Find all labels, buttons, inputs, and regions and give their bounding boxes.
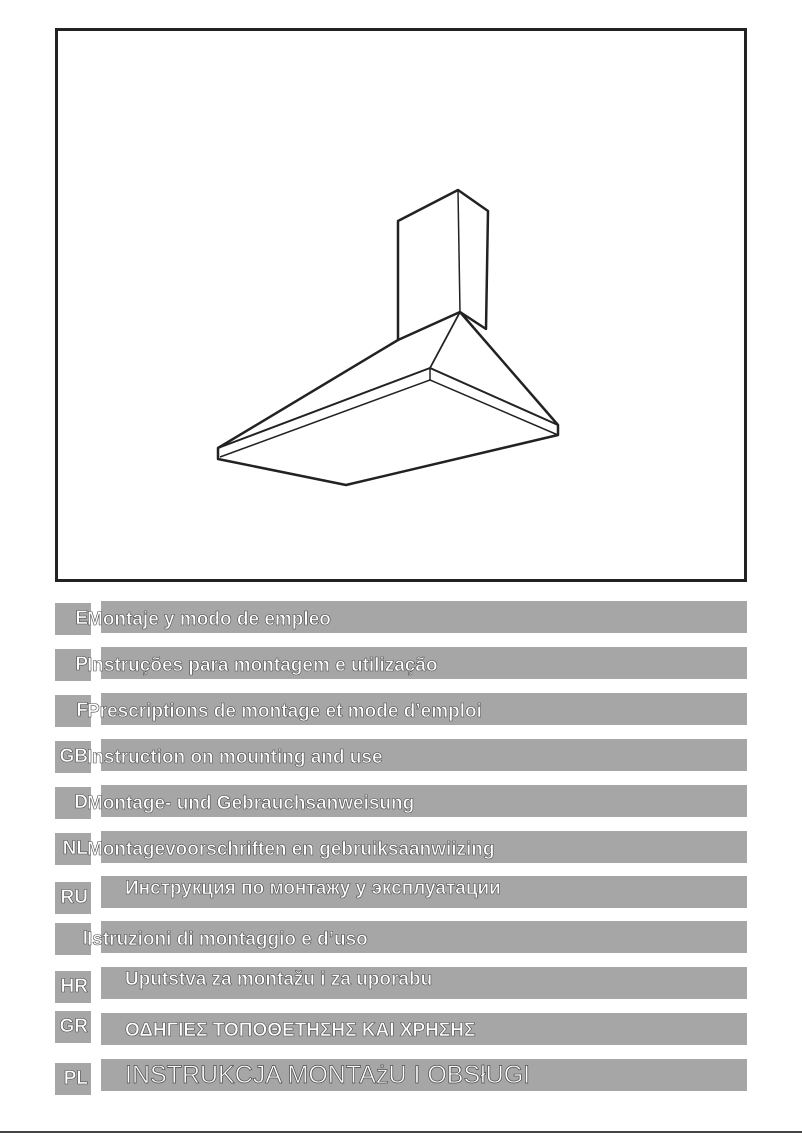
language-row-gb: [55, 739, 747, 771]
language-title: Prescriptions de montage et mode d’emploi: [87, 701, 482, 722]
chimney-edge: [458, 191, 460, 312]
language-title: INSTRUKCJA MONTAżU I OBSłUGI: [125, 1061, 531, 1089]
language-row-ru: [55, 876, 747, 908]
canopy-ridge: [430, 312, 460, 368]
language-code: I: [55, 923, 91, 955]
language-code: NL: [55, 833, 91, 865]
language-code: P: [55, 649, 91, 681]
language-title: Istruzioni di montaggio e d’uso: [87, 929, 368, 950]
language-row-gr: [55, 1013, 747, 1045]
language-row-pl: [55, 1059, 747, 1091]
language-code: GB: [55, 741, 91, 773]
language-title: Uputstva za montažu i za uporabu: [125, 969, 433, 990]
language-title: Инструкция по монтажу у эксплуатации: [125, 878, 501, 899]
language-title: ΟΔΗΓΙΕΣ ΤΟΠΟΘΕΤΗΣΗΣ ΚΑΙ ΧΡΗΣΗΣ: [125, 1020, 476, 1041]
canopy-front-edge: [218, 368, 558, 448]
language-title: Instruction on mounting and use: [87, 747, 383, 768]
language-row-p: [55, 647, 747, 679]
language-row-d: [55, 785, 747, 817]
language-row-nl: [55, 831, 747, 863]
language-title: Instruções para montagem e utilização: [87, 655, 438, 676]
language-code: HR: [55, 971, 91, 1003]
cooker-hood-illustration: [58, 31, 744, 579]
canopy-rim: [220, 380, 558, 457]
language-title: Montaje y modo de empleo: [87, 609, 331, 630]
language-row-hr: [55, 967, 747, 999]
language-code: RU: [55, 882, 91, 914]
canopy-outline: [218, 312, 558, 485]
language-row-i: [55, 921, 747, 953]
language-title: Montagevoorschriften en gebruiksaanwiizing: [87, 839, 495, 860]
language-code: E: [55, 603, 91, 635]
language-code: F: [55, 695, 91, 727]
language-title: Montage- und Gebrauchsanweisung: [87, 793, 415, 814]
language-code: PL: [55, 1063, 91, 1095]
bottom-rule: [0, 1131, 802, 1133]
language-code: D: [55, 787, 91, 819]
chimney-outline: [398, 190, 488, 340]
language-row-e: [55, 601, 747, 633]
product-illustration-frame: [55, 28, 747, 582]
language-code: GR: [55, 1011, 91, 1043]
language-row-f: [55, 693, 747, 725]
